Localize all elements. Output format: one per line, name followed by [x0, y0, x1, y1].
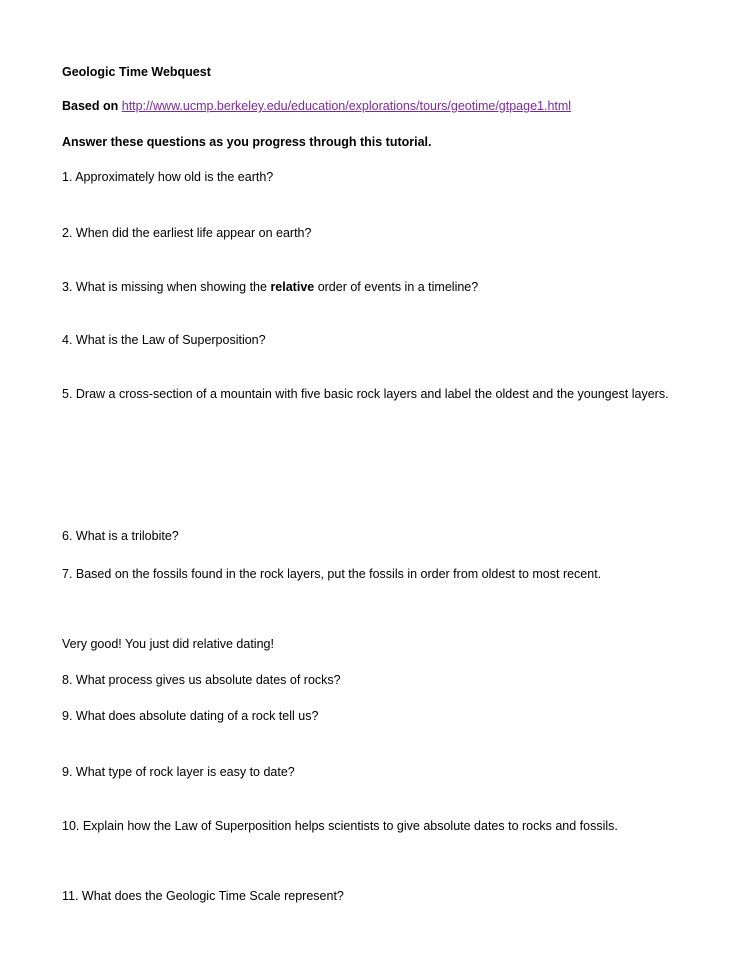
question-3-bold: relative	[270, 280, 315, 294]
question-6: 6. What is a trilobite?	[62, 529, 179, 543]
source-line	[62, 98, 571, 114]
question-3	[62, 279, 478, 295]
question-9-second: 9. What type of rock layer is easy to date?	[62, 765, 295, 779]
question-7: 7. Based on the fossils found in the rock layers, put the fossils in order from oldest to most recent.	[62, 567, 602, 581]
source-link[interactable]: http://www.ucmp.berkeley.edu/education/explorations/tours/geotime/gtpage1.html	[121, 99, 572, 113]
question-3-post: order of events in a timeline?	[314, 280, 479, 294]
page-title: Geologic Time Webquest	[62, 65, 211, 79]
question-1: 1. Approximately how old is the earth?	[62, 170, 274, 184]
question-11: 11. What does the Geologic Time Scale represent?	[62, 889, 344, 903]
question-4: 4. What is the Law of Superposition?	[62, 333, 266, 347]
question-5: 5. Draw a cross-section of a mountain with five basic rock layers and label the oldest and the youngest layers.	[62, 387, 669, 401]
question-8: 8. What process gives us absolute dates of rocks?	[62, 673, 341, 687]
question-2: 2. When did the earliest life appear on earth?	[62, 226, 312, 240]
question-3-pre: 3. What is missing when showing the	[62, 280, 271, 294]
question-9: 9. What does absolute dating of a rock tell us?	[62, 709, 319, 723]
very-good-note: Very good! You just did relative dating!	[62, 637, 274, 651]
question-10: 10. Explain how the Law of Superposition helps scientists to give absolute dates to rocks and fossils.	[62, 819, 618, 833]
instructions: Answer these questions as you progress through this tutorial.	[62, 135, 432, 149]
based-on-label: Based on	[62, 99, 119, 113]
